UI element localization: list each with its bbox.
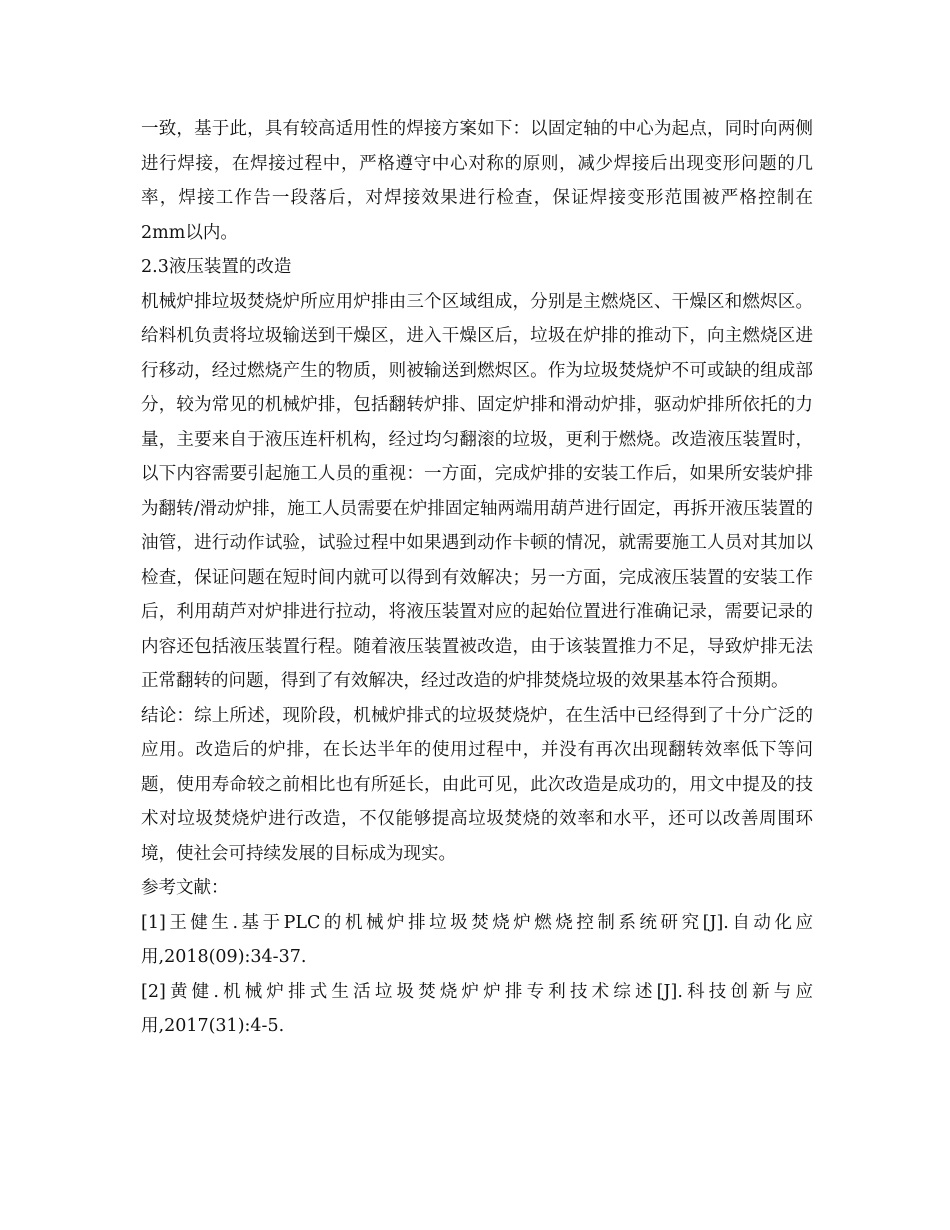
reference-item-2: [2]黄健.机械炉排式生活垃圾焚烧炉炉排专利技术综述[J].科技创新与应用,2017(31):4-5. (141, 981, 813, 1036)
references-heading: 参考文献： (141, 878, 229, 898)
section-paragraph: 机械炉排垃圾焚烧炉所应用炉排由三个区域组成，分别是主燃烧区、干燥区和燃烬区。给料机负责将垃圾输送到干燥区，进入干燥区后，垃圾在炉排的推动下，向主燃烧区进行移动，经过燃烧产生的物质，则被输送到燃烬区。作为垃圾焚烧炉不可或缺的组成部分，较为常见的机械炉排，包括翻转炉排、固定炉排和滑动炉排，驱动炉排所依托的力量，主要来自于液压连杆机构，经过均匀翻滚的垃圾，更利于燃烧。改造液压装置时，以下内容需要引起施工人员的重视：一方面，完成炉排的安装工作后，如果所安装炉排为翻转/滑动炉排，施工人员需要在炉排固定轴两端用葫芦进行固定，再拆开液压装置的油管，进行动作试验，试验过程中如果遇到动作卡顿的情况，就需要施工人员对其加以检查，保证问题在短时间内就可以得到有效解决；另一方面，完成液压装置的安装工作后，利用葫芦对炉排进行拉动，将液压装置对应的起始位置进行准确记录，需要记录的内容还包括液压装置行程。随着液压装置被改造，由于该装置推力不足，导致炉排无法正常翻转的问题，得到了有效解决，经过改造的炉排焚烧垃圾的效果基本符合预期。 (141, 291, 813, 691)
section-heading: 2.3液压装置的改造 (141, 257, 292, 277)
reference-item-1: [1]王健生.基于PLC的机械炉排垃圾焚烧炉燃烧控制系统研究[J].自动化应用,2018(09):34-37. (141, 912, 813, 967)
intro-paragraph: 一致，基于此，具有较高适用性的焊接方案如下：以固定轴的中心为起点，同时向两侧进行焊接，在焊接过程中，严格遵守中心对称的原则，减少焊接后出现变形问题的几率，焊接工作告一段落后，对焊接效果进行检查，保证焊接变形范围被严格控制在2mm以内。 (141, 119, 813, 243)
conclusion-paragraph: 结论：综上所述，现阶段，机械炉排式的垃圾焚烧炉，在生活中已经得到了十分广泛的应用。改造后的炉排，在长达半年的使用过程中，并没有再次出现翻转效率低下等问题，使用寿命较之前相比也有所延长，由此可见，此次改造是成功的，用文中提及的技术对垃圾焚烧炉进行改造，不仅能够提高垃圾焚烧的效率和水平，还可以改善周围环境，使社会可持续发展的目标成为现实。 (141, 705, 813, 864)
document-body (141, 112, 813, 1044)
